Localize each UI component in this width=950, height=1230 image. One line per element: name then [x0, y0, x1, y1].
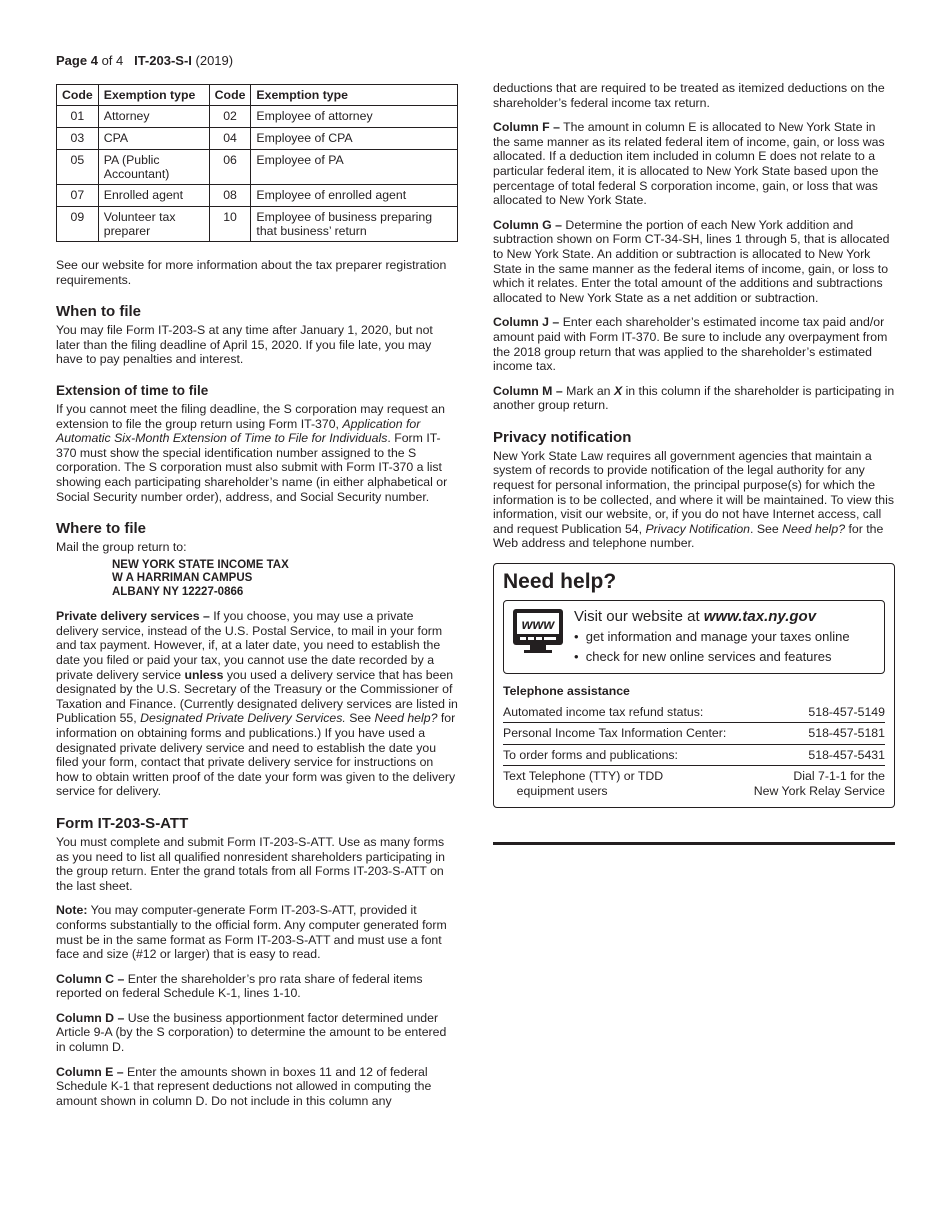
bullet-item-2: • check for new online services and features: [574, 649, 832, 665]
page-number: 4: [90, 53, 98, 68]
table-row: [57, 106, 458, 128]
address-line-2: W A HARRIMAN CAMPUS: [112, 572, 253, 585]
column-c-text: Enter the shareholder’s pro rata share of federal items reported on federal Schedule K-1, lines 1-10.: [56, 971, 423, 1001]
tel-label: To order forms and publications:: [503, 747, 678, 762]
list-item: [503, 723, 885, 745]
privacy-text-2: . See: [750, 521, 783, 536]
address-line-1: NEW YORK STATE INCOME TAX: [112, 558, 289, 571]
tty-label-line-1: Text Telephone (TTY) or TDD: [503, 769, 664, 784]
privacy-need-help-ref: Need help?: [782, 521, 846, 536]
bullet-text-1: get information and manage your taxes online: [585, 629, 850, 645]
column-g-text: Determine the portion of each New York addition and subtraction shown on Form CT-34-SH, lines 1 through 5, that is allocated to New York State. An addition or subtraction is allocated to New York State in the same manner as the federal items of income, gain, or loss to which it relates. Enter the total amount of the additions and subtractions allocated to New York State as a net addition or subtraction.: [493, 217, 890, 305]
when-section: [56, 303, 458, 367]
website-text: [574, 607, 850, 667]
column-e: [56, 1065, 458, 1109]
publication-55-title: Designated Private Delivery Services.: [140, 711, 346, 726]
table-cell: 01: [57, 106, 99, 128]
column-f-text: The amount in column E is allocated to New York State in the same manner as its related federal item of income, gain, or loss was allocated. If a deduction item included in column E does not relate to a particular federal item, it is allocated to New York State based upon the percentage of total federal S corporation income, gain, or loss that was allocated to New York State.: [493, 120, 885, 208]
header-code-2: Code: [209, 85, 251, 106]
visit-line: [574, 607, 850, 627]
tel-number: 518-457-5431: [808, 747, 885, 762]
column-j-lead: Column J –: [493, 315, 560, 330]
tty-label-line-2: equipment users: [516, 783, 608, 798]
table-cell: 05: [57, 150, 99, 185]
privacy-text-3: for the Web address and telephone number.: [493, 521, 884, 551]
column-g-lead: Column G –: [493, 217, 563, 232]
column-m: [493, 384, 895, 413]
att-body: You must complete and submit Form IT-203-S-ATT. Use as many forms as you need to list all qualified nonresident shareholders participating in the group return. Enter the grand totals from all Forms IT-203-S-ATT on the last sheet.: [56, 834, 445, 893]
tty-value-line-1: Dial 7-1-1 for the: [793, 769, 885, 784]
table-cell: Employee of business preparing that business’ return: [251, 207, 458, 242]
unless-text: unless: [184, 667, 224, 682]
column-e-lead: Column E –: [56, 1064, 124, 1079]
extension-section: [56, 383, 458, 504]
table-row: [57, 150, 458, 185]
tty-value: [754, 769, 885, 798]
need-help-box: [493, 563, 895, 808]
form-id: IT-203-S-I: [134, 53, 192, 68]
list-item: [503, 702, 885, 724]
column-c: [56, 972, 458, 1001]
page-label: Page: [56, 53, 88, 68]
privacy-pub-title: Privacy Notification: [645, 521, 751, 536]
header-type-2: Exemption type: [251, 85, 458, 106]
table-header-row: [57, 85, 458, 106]
website-link[interactable]: www.tax.ny.gov: [703, 608, 817, 626]
where-intro: Mail the group return to:: [56, 540, 187, 555]
column-j-text: Enter each shareholder’s estimated income tax paid and/or amount paid with Form IT-370. Be sure to include any overpayment from the 2018 group return that was applied to the shareholder’s estimated income tax.: [493, 315, 888, 374]
extension-form-name: Application for Automatic Six-Month Extension of Time to File for Individuals: [56, 416, 421, 446]
telephone-list: [503, 702, 885, 802]
page-of: of 4: [101, 53, 124, 68]
table-cell: Volunteer tax preparer: [98, 207, 209, 242]
private-text-3: See: [345, 711, 375, 726]
where-title: Where to file: [56, 520, 147, 538]
column-e-continued: deductions that are required to be treated as itemized deductions on the shareholder’s federal income tax return.: [493, 81, 885, 110]
left-column: [56, 84, 458, 1118]
table-row: [57, 128, 458, 150]
visit-text: Visit our website at: [574, 608, 704, 626]
extension-text-2: . Form IT-370 must show the special identification number assigned to the S corporation. The S corporation must also submit with Form IT-370 a list showing each participating shareholder’s name (in either alphabetical or Social Security number order), address, and Social Security number.: [56, 431, 448, 504]
table-cell: Employee of CPA: [251, 128, 458, 150]
private-text-1: If you choose, you may use a private delivery service, instead of the U.S. Postal Service, to mail in your form and tax payment. However, if, at a later date, you need to establish the date you filed or paid your tax, you cannot use the date recorded by a private delivery service: [56, 609, 443, 682]
privacy-section: [493, 429, 895, 551]
list-item: [503, 745, 885, 767]
table-cell: Employee of enrolled agent: [251, 185, 458, 207]
private-text-4: for information on obtaining forms and publications.) If you have used a designated private delivery service and need to establish the date you filed your form, contact that private delivery service for instructions on how to obtain written proof of the date your form was given to the delivery service for delivery.: [56, 711, 456, 799]
header-type-1: Exemption type: [98, 85, 209, 106]
table-row: [57, 207, 458, 242]
tel-label: Automated income tax refund status:: [503, 704, 704, 719]
column-f: [493, 120, 895, 208]
when-title: When to file: [56, 303, 141, 321]
when-body: You may file Form IT-203-S at any time after January 1, 2020, but not later than the filing deadline of April 15, 2020. If you file late, you may have to pay penalties and interest.: [56, 323, 433, 367]
private-delivery-lead: Private delivery services –: [56, 609, 210, 624]
table-cell: Employee of attorney: [251, 106, 458, 128]
table-cell: 02: [209, 106, 251, 128]
column-m-text-2: in this column if the shareholder is participating in another group return.: [493, 383, 895, 413]
extension-text-1: If you cannot meet the filing deadline, the S corporation may request an extension to file the group return using Form IT-370,: [56, 401, 445, 431]
tty-label: [503, 769, 663, 798]
table-cell: 03: [57, 128, 99, 150]
table-cell: Attorney: [98, 106, 209, 128]
table-cell: 10: [209, 207, 251, 242]
header-code-1: Code: [57, 85, 99, 106]
www-icon-text: www: [521, 616, 555, 633]
right-column: [493, 81, 895, 845]
exemption-table: [56, 84, 458, 242]
column-d-text: Use the business apportionment factor determined under Article 9-A (by the S corporation) to determine the amount to be entered in column D.: [56, 1010, 447, 1055]
note-text: You may computer-generate Form IT-203-S-ATT, provided it conforms substantially to the official form. Any computer generated form must be in the same format as Form IT-203-S-ATT and must use a font face and size (#12 or larger) that is easy to read.: [56, 903, 447, 962]
tel-label: Personal Income Tax Information Center:: [503, 726, 727, 741]
table-row: [57, 185, 458, 207]
table-cell: CPA: [98, 128, 209, 150]
note-lead: Note:: [56, 903, 88, 918]
column-f-lead: Column F –: [493, 120, 560, 135]
private-delivery-paragraph: [56, 609, 458, 799]
extension-title: Extension of time to file: [56, 382, 209, 398]
att-note: [56, 903, 458, 961]
table-cell: Enrolled agent: [98, 185, 209, 207]
table-cell: PA (Public Accountant): [98, 150, 209, 185]
column-m-lead: Column M –: [493, 383, 563, 398]
computer-monitor-icon: [512, 607, 564, 667]
column-d-lead: Column D –: [56, 1010, 125, 1025]
privacy-body: [493, 449, 895, 551]
telephone-title: Telephone assistance: [503, 684, 630, 699]
tty-value-line-2: New York Relay Service: [753, 783, 885, 798]
table-cell: 04: [209, 128, 251, 150]
mailing-address: [112, 559, 458, 600]
column-j: [493, 315, 895, 373]
tel-number: 518-457-5181: [808, 726, 885, 741]
bullet-item-1: • get information and manage your taxes online: [574, 629, 850, 645]
need-help-ref: Need help?: [374, 711, 438, 726]
att-section: [56, 815, 458, 1109]
column-c-lead: Column C –: [56, 971, 125, 986]
privacy-title: Privacy notification: [493, 428, 632, 446]
list-item: [503, 766, 885, 801]
att-title: Form IT-203-S-ATT: [56, 814, 189, 832]
column-e-text: Enter the amounts shown in boxes 11 and 12 of federal Schedule K-1 that represent deductions not allowed in computing the amount shown in column D. Do not include in this column any: [56, 1064, 432, 1108]
website-box: [503, 600, 885, 674]
divider-rule: [493, 842, 895, 845]
x-mark: X: [613, 383, 623, 398]
table-cell: Employee of PA: [251, 150, 458, 185]
private-text-2: you used a delivery service that has been designated by the U.S. Secretary of the Treasury or the Commissioner of Taxation and Finance. (Currently designated delivery services are listed in Publication 55,: [56, 667, 458, 726]
extension-body: [56, 402, 458, 504]
bullet-text-2: check for new online services and features: [585, 649, 832, 665]
where-section: [56, 520, 458, 799]
tel-number: 518-457-5149: [808, 704, 885, 719]
column-g: [493, 218, 895, 306]
table-cell: 07: [57, 185, 99, 207]
form-year: (2019): [195, 53, 234, 68]
page-header: [56, 53, 233, 68]
column-d: [56, 1011, 458, 1055]
table-cell: 06: [209, 150, 251, 185]
table-cell: 09: [57, 207, 99, 242]
address-line-3: ALBANY NY 12227-0866: [112, 585, 244, 598]
privacy-text-1: New York State Law requires all government agencies that maintain a system of records to provide notification of the legal authority for any request for personal information, the principal purpose(s) for which the information is to be collected, and where it will be maintained. To view this information, visit our website, or, if you do not have Internet access, call and request Publication 54,: [493, 448, 894, 536]
website-note: See our website for more information about the tax preparer registration requirements.: [56, 258, 447, 287]
need-help-title: Need help?: [503, 570, 617, 594]
table-cell: 08: [209, 185, 251, 207]
column-m-text-1: Mark an: [562, 383, 614, 398]
